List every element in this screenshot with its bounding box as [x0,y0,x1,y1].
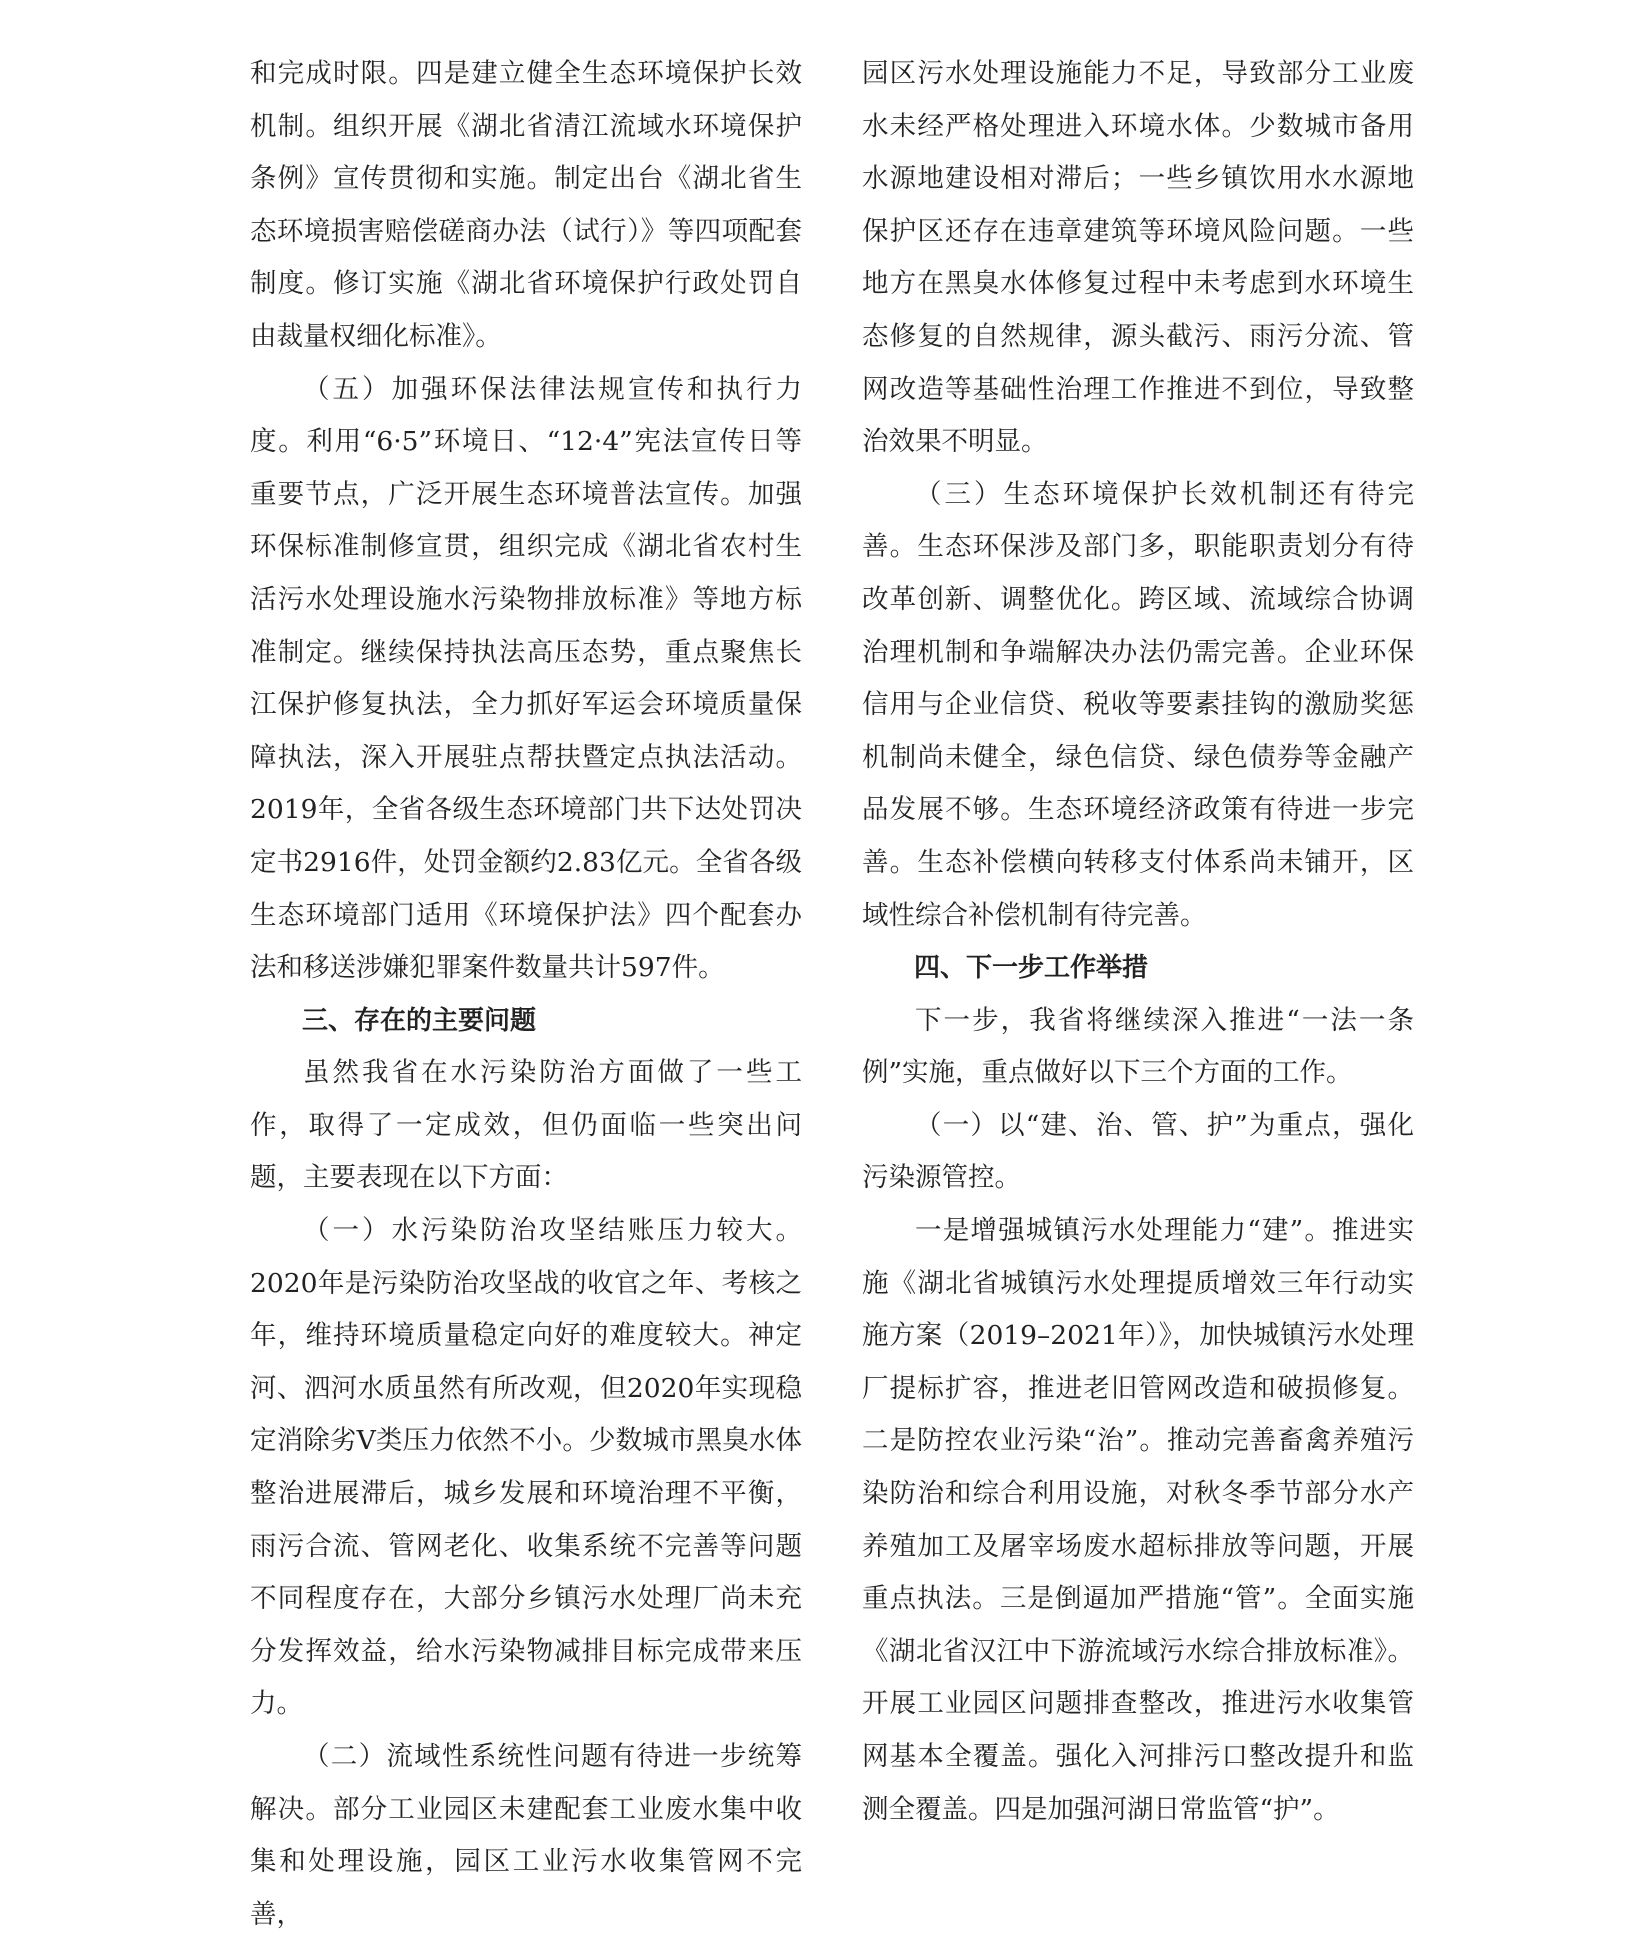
paragraph-law-enforcement: （五）加强环保法律法规宣传和执行力度。利用“6·5”环境日、“12·4”宪法宣传日等重要节点，广泛开展生态环境普法宣传。加强环保标准制修宣贯，组织完成《湖北省农村生活污水处理设施水污染物排放标准》等地方标准制定。继续保持执法高压态势，重点聚焦长江保护修复执法，全力抓好军运会环境质量保障执法，深入开展驻点帮扶暨定点执法活动。2019年，全省各级生态环境部门共下达处罚决定书2916件，处罚金额约2.83亿元。全省各级生态环境部门适用《环境保护法》四个配套办法和移送涉嫌犯罪案件数量共计597件。 [250,373,802,984]
paragraph-problems-intro: 虽然我省在水污染防治方面做了一些工作，取得了一定成效，但仍面临一些突出问题，主要表现在以下方面： [250,1057,802,1194]
right-column [862,48,1414,1836]
paragraph-long-term-mechanism: 和完成时限。四是建立健全生态环境保护长效机制。组织开展《湖北省清江流域水环境保护条例》宣传贯彻和实施。制定出台《湖北省生态环境损害赔偿磋商办法（试行）》等四项配套制度。修订实施《湖北省环境保护行政处罚自由裁量权细化标准》。 [250,58,802,352]
paragraph-four-measures: 一是增强城镇污水处理能力“建”。推进实施《湖北省城镇污水处理提质增效三年行动实施方案（2019–2021年）》，加快城镇污水处理厂提标扩容，推进老旧管网改造和破损修复。二是防控农业污染“治”。推动完善畜禽养殖污染防治和综合利用设施，对秋冬季节部分水产养殖加工及屠宰场废水超标排放等问题，开展重点执法。三是倒逼加严措施“管”。全面实施《湖北省汉江中下游流域污水综合排放标准》。开展工业园区问题排查整改，推进污水收集管网基本全覆盖。强化入河排污口整改提升和监测全覆盖。四是加强河湖日常监管“护”。 [862,1215,1414,1825]
paragraph-mechanism-improvement: （三）生态环境保护长效机制还有待完善。生态环保涉及部门多，职能职责划分有待改革创新、调整优化。跨区域、流域综合协调治理机制和争端解决办法仍需完善。企业环保信用与企业信贷、税收等要素挂钩的激励奖惩机制尚未健全，绿色信贷、绿色债券等金融产品发展不够。生态环境经济政策有待进一步完善。生态补偿横向转移支付体系尚未铺开，区域性综合补偿机制有待完善。 [862,478,1414,931]
section-heading-main-problems: 三、存在的主要问题 [302,1005,537,1036]
paragraph-basin-issues: （二）流域性系统性问题有待进一步统筹解决。部分工业园区未建配套工业废水集中收集和处理设施，园区工业污水收集管网不完善， [250,1741,802,1930]
section-heading-next-steps: 四、下一步工作举措 [914,953,1149,984]
paragraph-pressure: （一）水污染防治攻坚结账压力较大。2020年是污染防治攻坚战的收官之年、考核之年，维持环境质量稳定向好的难度较大。神定河、泗河水质虽然有所改观，但2020年实现稳定消除劣Ⅴ类压力依然不小。少数城市黑臭水体整治进展滞后，城乡发展和环境治理不平衡，雨污合流、管网老化、收集系统不完善等问题不同程度存在，大部分乡镇污水处理厂尚未充分发挥效益，给水污染物减排目标完成带来压力。 [250,1215,802,1720]
left-column [250,48,802,1941]
paragraph-next-steps-intro: 下一步，我省将继续深入推进“一法一条例”实施，重点做好以下三个方面的工作。 [862,1004,1414,1089]
paragraph-pollution-source-control: （一）以“建、治、管、护”为重点，强化污染源管控。 [862,1109,1414,1194]
paragraph-basin-issues-continued: 园区污水处理设施能力不足，导致部分工业废水未经严格处理进入环境水体。少数城市备用水源地建设相对滞后；一些乡镇饮用水水源地保护区还存在违章建筑等环境风险问题。一些地方在黑臭水体修复过程中未考虑到水环境生态修复的自然规律，源头截污、雨污分流、管网改造等基础性治理工作推进不到位，导致整治效果不明显。 [862,58,1414,458]
